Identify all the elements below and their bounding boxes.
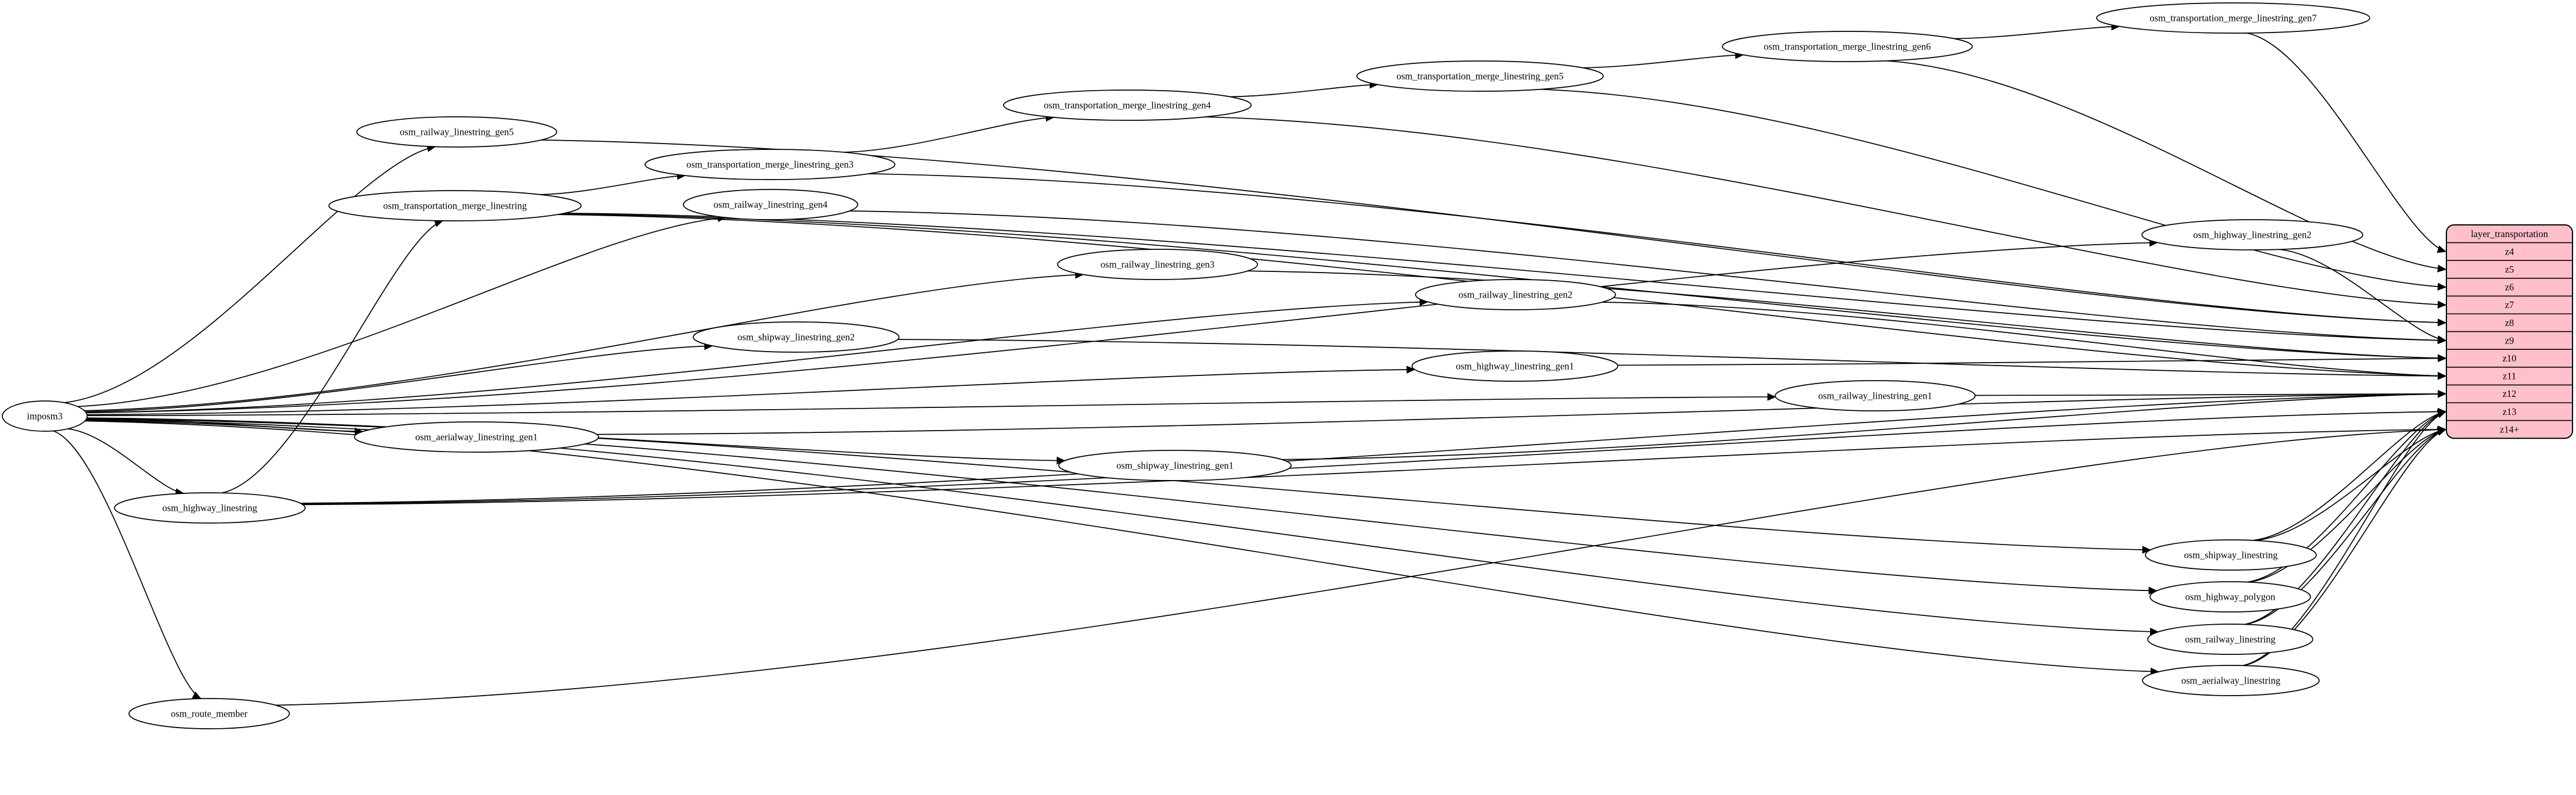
node-label: osm_railway_linestring_gen5 xyxy=(399,126,514,138)
edge-osm_route_member-to-layer_transportation-z14+ xyxy=(275,429,2446,706)
node-label: osm_transportation_merge_linestring_gen6 xyxy=(1764,41,1931,52)
graph-node-osm_shipway_linestring xyxy=(2145,540,2316,570)
graph-node-osm_highway_linestring_gen2 xyxy=(2142,220,2363,250)
node-label: osm_transportation_merge_linestring_gen5 xyxy=(1396,70,1564,82)
node-label: osm_highway_linestring_gen1 xyxy=(1456,360,1574,372)
node-label: osm_shipway_linestring xyxy=(2184,549,2278,561)
node-label: osm_railway_linestring_gen3 xyxy=(1100,259,1215,270)
node-label: osm_transportation_merge_linestring_gen4 xyxy=(1044,99,1211,111)
edge-imposm3-to-osm_highway_linestring_gen1 xyxy=(87,370,1415,415)
edge-osm_transportation_merge_linestring_gen5-to-osm_transportation_merge_linestring_gen6 xyxy=(1583,55,1743,67)
edge-osm_transportation_merge_linestring_gen7-to-layer_transportation-z4 xyxy=(2247,33,2446,252)
graph-node-imposm3 xyxy=(2,401,87,431)
node-label: osm_aerialway_linestring_gen1 xyxy=(415,431,538,443)
graph-node-osm_railway_linestring_gen3 xyxy=(1058,249,1257,280)
graph-node-osm_shipway_linestring_gen2 xyxy=(693,322,899,352)
table-row-z10: z10 xyxy=(2502,353,2517,364)
node-label: osm_transportation_merge_linestring_gen3 xyxy=(686,159,854,170)
node-label: osm_railway_linestring_gen2 xyxy=(1458,289,1573,300)
edge-osm_transportation_merge_linestring_gen5-to-layer_transportation-z6 xyxy=(1540,89,2446,287)
graph-node-osm_transportation_merge_linestring_gen5 xyxy=(1357,61,1603,91)
table-row-z11: z11 xyxy=(2502,370,2517,382)
graph-node-osm_route_member xyxy=(129,699,289,729)
graph-node-osm_transportation_merge_linestring_gen4 xyxy=(1004,90,1251,120)
edge-osm_aerialway_linestring_gen1-to-layer_transportation-z12 xyxy=(597,394,2446,435)
node-label: osm_transportation_merge_linestring_gen7 xyxy=(2149,12,2317,24)
graph-node-osm_railway_linestring_gen1 xyxy=(1775,381,1975,411)
graph-node-osm_highway_linestring xyxy=(114,493,305,523)
graph-node-osm_railway_linestring_gen2 xyxy=(1416,280,1615,310)
graph-node-osm_aerialway_linestring_gen1 xyxy=(354,422,599,452)
table-row-z7: z7 xyxy=(2505,299,2514,311)
graph-node-osm_highway_polygon xyxy=(2150,582,2310,612)
table-row-z6: z6 xyxy=(2505,281,2514,293)
node-label: osm_aerialway_linestring xyxy=(2181,675,2281,686)
edge-osm_highway_linestring-to-layer_transportation-z12 xyxy=(300,394,2446,503)
edge-osm_transportation_merge_linestring_gen4-to-layer_transportation-z7 xyxy=(1205,117,2446,305)
edge-osm_shipway_linestring_gen2-to-layer_transportation-z11 xyxy=(898,339,2446,376)
edge-imposm3-to-osm_railway_linestring_gen1 xyxy=(87,397,1776,416)
node-label: imposm3 xyxy=(27,410,63,422)
node-label: osm_highway_linestring xyxy=(162,502,257,514)
edge-imposm3-to-osm_route_member xyxy=(53,431,201,699)
graph-node-osm_railway_linestring_gen5 xyxy=(357,117,557,147)
node-label: osm_route_member xyxy=(171,708,248,719)
table-node-layer_transportation xyxy=(2446,225,2573,438)
edge-osm_highway_linestring-to-layer_transportation-z14+ xyxy=(303,429,2446,505)
edge-osm_highway_linestring_gen1-to-layer_transportation-z10 xyxy=(1618,359,2446,366)
graph-node-osm_railway_linestring xyxy=(2148,624,2313,654)
graph-node-osm_transportation_merge_linestring_gen7 xyxy=(2097,3,2370,33)
edge-imposm3-to-osm_railway_linestring_gen5 xyxy=(65,146,436,403)
graph-node-osm_aerialway_linestring xyxy=(2143,665,2319,696)
graph-node-osm_transportation_merge_linestring_gen6 xyxy=(1722,31,1972,62)
node-label: osm_transportation_merge_linestring xyxy=(383,200,527,212)
node-label: osm_railway_linestring_gen1 xyxy=(1818,390,1933,402)
edge-osm_transportation_merge_linestring_gen3-to-osm_transportation_merge_linestring_gen4 xyxy=(844,117,1054,152)
table-row-z9: z9 xyxy=(2505,335,2514,346)
graph-node-osm_shipway_linestring_gen1 xyxy=(1059,450,1291,481)
edge-osm_transportation_merge_linestring_gen6-to-osm_transportation_merge_linestring_gen7 xyxy=(1954,26,2120,38)
graph-node-osm_transportation_merge_linestring_gen3 xyxy=(645,149,895,180)
edge-imposm3-to-osm_railway_linestring_gen4 xyxy=(78,217,726,406)
table-row-z5: z5 xyxy=(2505,264,2514,275)
table-row-z14+: z14+ xyxy=(2499,424,2520,435)
table-title: layer_transportation xyxy=(2471,228,2548,239)
node-label: osm_shipway_linestring_gen1 xyxy=(1116,460,1234,471)
node-label: osm_highway_polygon xyxy=(2185,591,2276,603)
table-row-z12: z12 xyxy=(2502,388,2517,400)
edge-osm_highway_linestring-to-osm_transportation_merge_linestring xyxy=(222,221,443,493)
node-label: osm_highway_linestring_gen2 xyxy=(2193,229,2312,241)
node-label: osm_shipway_linestring_gen2 xyxy=(737,331,855,343)
table-row-z8: z8 xyxy=(2505,317,2514,328)
graph-node-osm_transportation_merge_linestring xyxy=(329,191,581,221)
graph-node-osm_highway_linestring_gen1 xyxy=(1412,351,1618,381)
table-row-z13: z13 xyxy=(2502,406,2517,417)
node-label: osm_railway_linestring xyxy=(2185,633,2276,645)
node-label: osm_railway_linestring_gen4 xyxy=(713,199,828,210)
edge-osm_transportation_merge_linestring_gen4-to-osm_transportation_merge_linestring_gen5 xyxy=(1230,85,1378,97)
edge-osm_transportation_merge_linestring-to-osm_transportation_merge_linestring_gen3 xyxy=(540,176,686,195)
edge-imposm3-to-osm_railway_linestring_gen3 xyxy=(84,274,1083,410)
table-row-z4: z4 xyxy=(2505,246,2514,257)
graph-node-osm_railway_linestring_gen4 xyxy=(683,189,858,220)
edge-imposm3-to-osm_highway_linestring xyxy=(67,429,184,493)
